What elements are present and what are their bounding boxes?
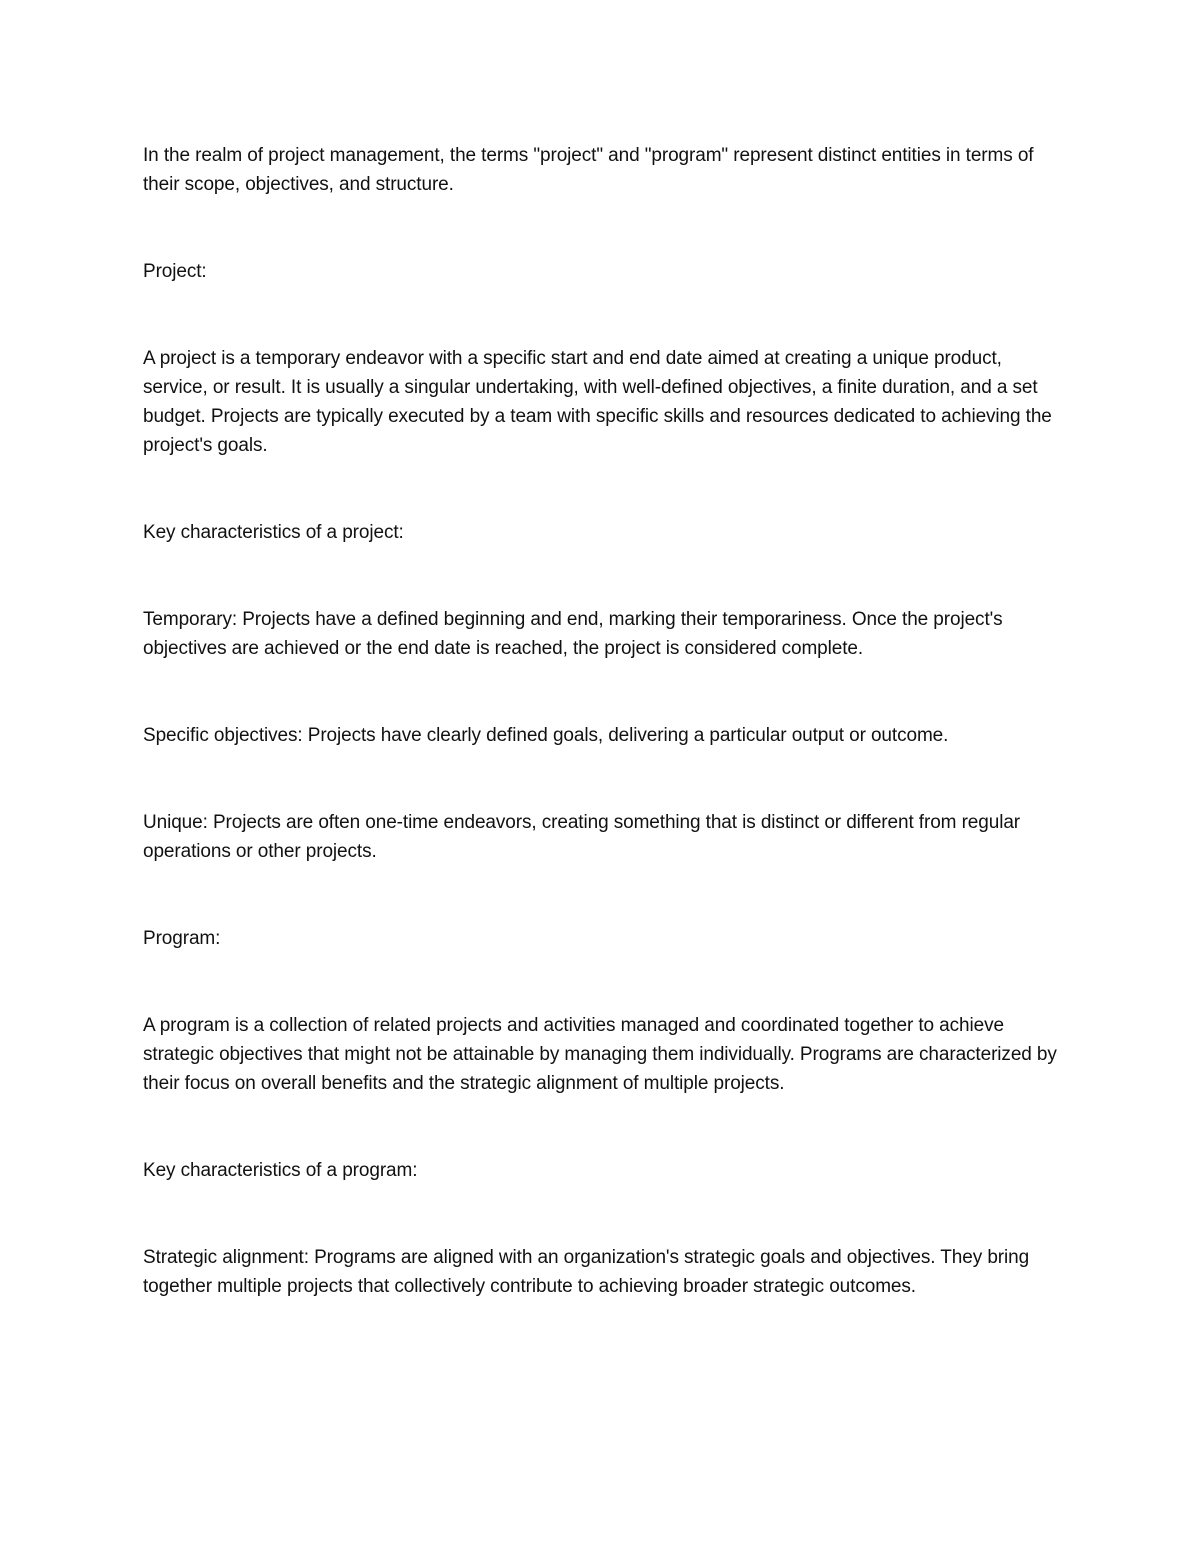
document-body <box>143 141 1058 1301</box>
strategic-alignment-paragraph: Strategic alignment: Programs are aligned with an organization's strategic goals and objectives. They bring together multiple projects that collectively contribute to achieving broader strategic outcomes. <box>143 1247 1030 1297</box>
unique-paragraph: Unique: Projects are often one-time endeavors, creating something that is distinct or different from regular operations or other projects. <box>143 812 1021 862</box>
project-characteristics-heading: Key characteristics of a project: <box>143 522 404 543</box>
program-heading: Program: <box>143 928 221 949</box>
project-heading: Project: <box>143 261 207 282</box>
intro-paragraph: In the realm of project management, the terms "project" and "program" represent distinct entities in terms of their scope, objectives, and structure. <box>143 145 1034 195</box>
project-definition-paragraph: A project is a temporary endeavor with a specific start and end date aimed at creating a unique product, service, or result. It is usually a singular undertaking, with well-defined objectives, a finite duration, and a set budget. Projects are typically executed by a team with specific skills and resources dedicated to achieving the project's goals. <box>143 348 1052 456</box>
program-definition-paragraph: A program is a collection of related projects and activities managed and coordinated together to achieve strategic objectives that might not be attainable by managing them individually. Programs are characterized by their focus on overall benefits and the strategic alignment of multiple projects. <box>143 1015 1057 1094</box>
program-characteristics-heading: Key characteristics of a program: <box>143 1160 418 1181</box>
specific-objectives-paragraph: Specific objectives: Projects have clearly defined goals, delivering a particular output or outcome. <box>143 725 949 746</box>
temporary-paragraph: Temporary: Projects have a defined beginning and end, marking their temporariness. Once the project's objectives are achieved or the end date is reached, the project is considered complete. <box>143 609 1003 659</box>
